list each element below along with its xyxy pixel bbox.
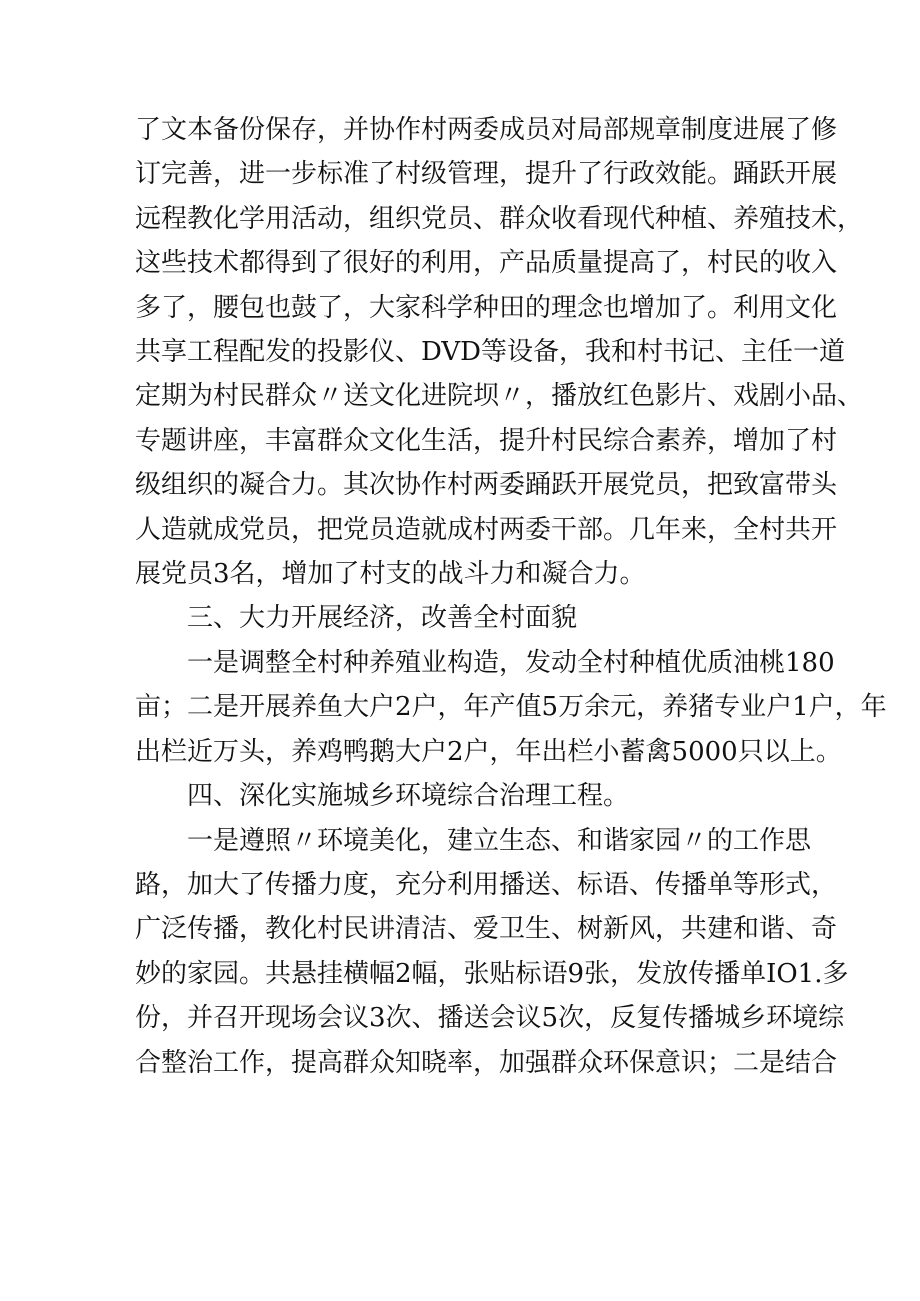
text-line: 广泛传播，教化村民讲清洁、爱卫生、树新风，共建和谐、奇 [135,914,838,945]
text-line: 份，并召开现场会议3次、播送会议5次，反复传播城乡环境综 [135,1003,845,1034]
text-line: 一是遵照〃环境美化，建立生态、和谐家园〃的工作思 [187,825,812,856]
text-line: 路，加大了传播力度，充分利用播送、标语、传播单等形式， [135,869,838,900]
text-line: 一是调整全村种养殖业构造，发动全村种植优质油桃180 [187,647,835,678]
section-heading-environment [135,774,795,818]
text-line: 了文本备份保存，并协作村两委成员对局部规章制度进展了修 [135,115,838,145]
text-line: 多了，腰包也鼓了，大家科学种田的理念也增加了。利用文化 [135,292,838,323]
text-line: 定期为村民群众〃送文化进院坝〃，播放红色影片、戏剧小品、 [135,381,864,412]
paragraph-economy [135,641,887,774]
document-body [135,108,887,1085]
paragraph-environment [135,819,849,1085]
text-line: 远程教化学用活动，组织党员、群众收看现代种植、养殖技术， [135,203,864,234]
text-line: 展党员3名，增加了村支的战斗力和凝合力。 [135,559,646,590]
text-line: 亩；二是开展养鱼大户2户，年产值5万余元，养猪专业户1户，年 [135,692,887,723]
paragraph-party-building [135,108,864,596]
text-line: 出栏近万头，养鸡鸭鹅大户2户，年出栏小蓄禽5000只以上。 [135,736,842,767]
text-line: 人造就成党员，把党员造就成村两委干部。几年来，全村共开 [135,514,838,545]
text-line: 这些技术都得到了很好的利用，产品质量提高了，村民的收入 [135,248,838,279]
text-line: 专题讲座，丰富群众文化生活，提升村民综合素养，增加了村 [135,425,838,456]
text-line: 级组织的凝合力。其次协作村两委踊跃开展党员，把致富带头 [135,470,838,501]
heading-text: 四、深化实施城乡环境综合治理工程。 [187,781,630,812]
text-line: 妙的家园。共悬挂横幅2幅，张贴标语9张，发放传播单IO1.多 [135,958,849,989]
heading-text: 三、大力开展经济，改善全村面貌 [187,603,578,634]
text-line: 订完善，进一步标准了村级管理，提升了行政效能。踊跃开展 [135,159,838,190]
text-line: 共享工程配发的投影仪、DVD等设备，我和村书记、主任一道 [135,337,846,368]
text-line: 合整治工作，提高群众知晓率，加强群众环保意识；二是结合 [135,1047,838,1078]
section-heading-economy [135,596,795,640]
